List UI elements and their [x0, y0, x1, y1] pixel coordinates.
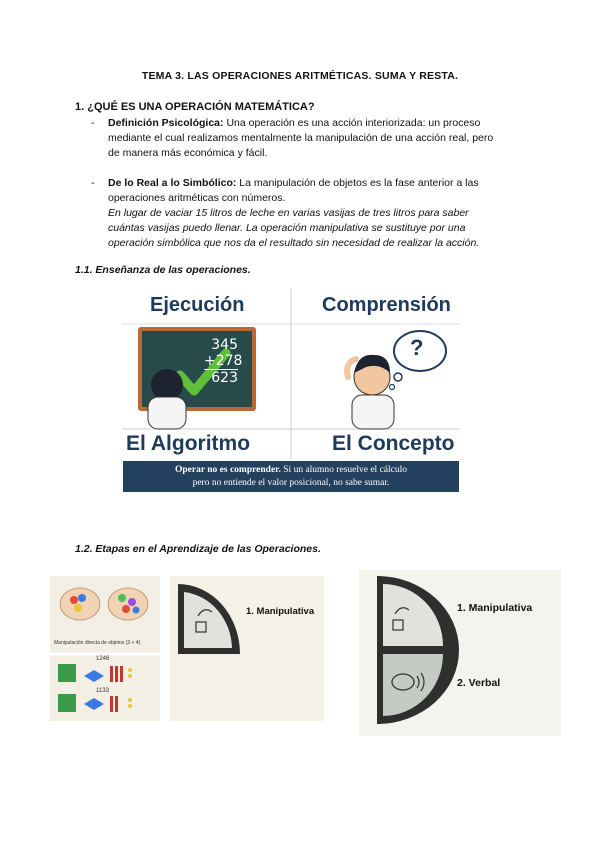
section-1-heading: 1. ¿QUÉ ES UNA OPERACIÓN MATEMÁTICA? [75, 101, 315, 113]
block-number: 1133 [96, 688, 109, 694]
stage-quarter-illustration [170, 576, 324, 721]
stage-diagram-1 [170, 576, 324, 721]
chalkboard-sum [204, 337, 243, 386]
sum-operand: +278 [204, 353, 243, 369]
section-1-1-heading: 1.1. Enseñanza de las operaciones. [75, 264, 251, 276]
title-comprension: Comprensión [322, 294, 451, 316]
bullet-term: Definición Psicológica: [108, 117, 224, 129]
manipulation-illustration [50, 576, 160, 721]
sum-operand: 345 [211, 337, 238, 353]
bullet-term: De lo Real a lo Simbólico: [108, 177, 237, 189]
stage-label-manipulativa: 1. Manipulativa [457, 602, 533, 614]
footer-text: pero no entiende el valor posicional, no sabe sumar. [192, 478, 390, 488]
example-text: En lugar de vaciar 15 litros de leche en varias vasijas de tres litros para saber [108, 207, 469, 219]
footer-text: Si un alumno resuelve el cálculo [280, 465, 407, 475]
block-number: 1246 [96, 656, 110, 662]
stage-label-manipulativa: 1. Manipulativa [246, 606, 315, 617]
bullet-dash: - [91, 117, 95, 129]
example-text: cuántas vasijas puedo llenar. La operación manipulativa se sustituye por una [108, 222, 466, 234]
bullet-definition [108, 116, 528, 161]
stage-half-illustration [359, 570, 561, 736]
stage-diagram-2 [359, 570, 561, 736]
bullet-text: de manera más económica y fácil. [108, 147, 268, 159]
bullet-text: mediante el cual realizamos mentalmente la manipulación de una acción real, pero [108, 132, 494, 144]
title-ejecucion: Ejecución [150, 294, 245, 316]
bullet-text: La manipulación de objetos es la fase anterior a las [236, 177, 479, 189]
document-title: TEMA 3. LAS OPERACIONES ARITMÉTICAS. SUMA Y RESTA. [141, 70, 459, 82]
photo-caption: Manipulación directa de objetos (3 + 4) [54, 640, 141, 646]
stage-label-verbal: 2. Verbal [457, 677, 501, 689]
bullet-dash: - [91, 177, 95, 189]
infographic-footer [123, 461, 459, 492]
manipulation-photo [50, 576, 160, 721]
example-text: operación simbólica que nos da el resultado sin necesidad de realizar la acción. [108, 237, 480, 249]
sum-result: 623 [211, 370, 238, 386]
title-concepto: El Concepto [332, 432, 455, 455]
bullet-text: operaciones aritméticas con números. [108, 192, 286, 204]
question-mark-icon: ? [410, 335, 424, 360]
bullet-real-simbolico [108, 176, 528, 251]
section-1-2-heading: 1.2. Etapas en el Aprendizaje de las Operaciones. [75, 543, 321, 555]
bullet-text: Una operación es una acción interiorizada: un proceso [223, 117, 481, 129]
title-algoritmo: El Algoritmo [126, 432, 251, 455]
footer-bold: Operar no es comprender. [174, 465, 281, 475]
